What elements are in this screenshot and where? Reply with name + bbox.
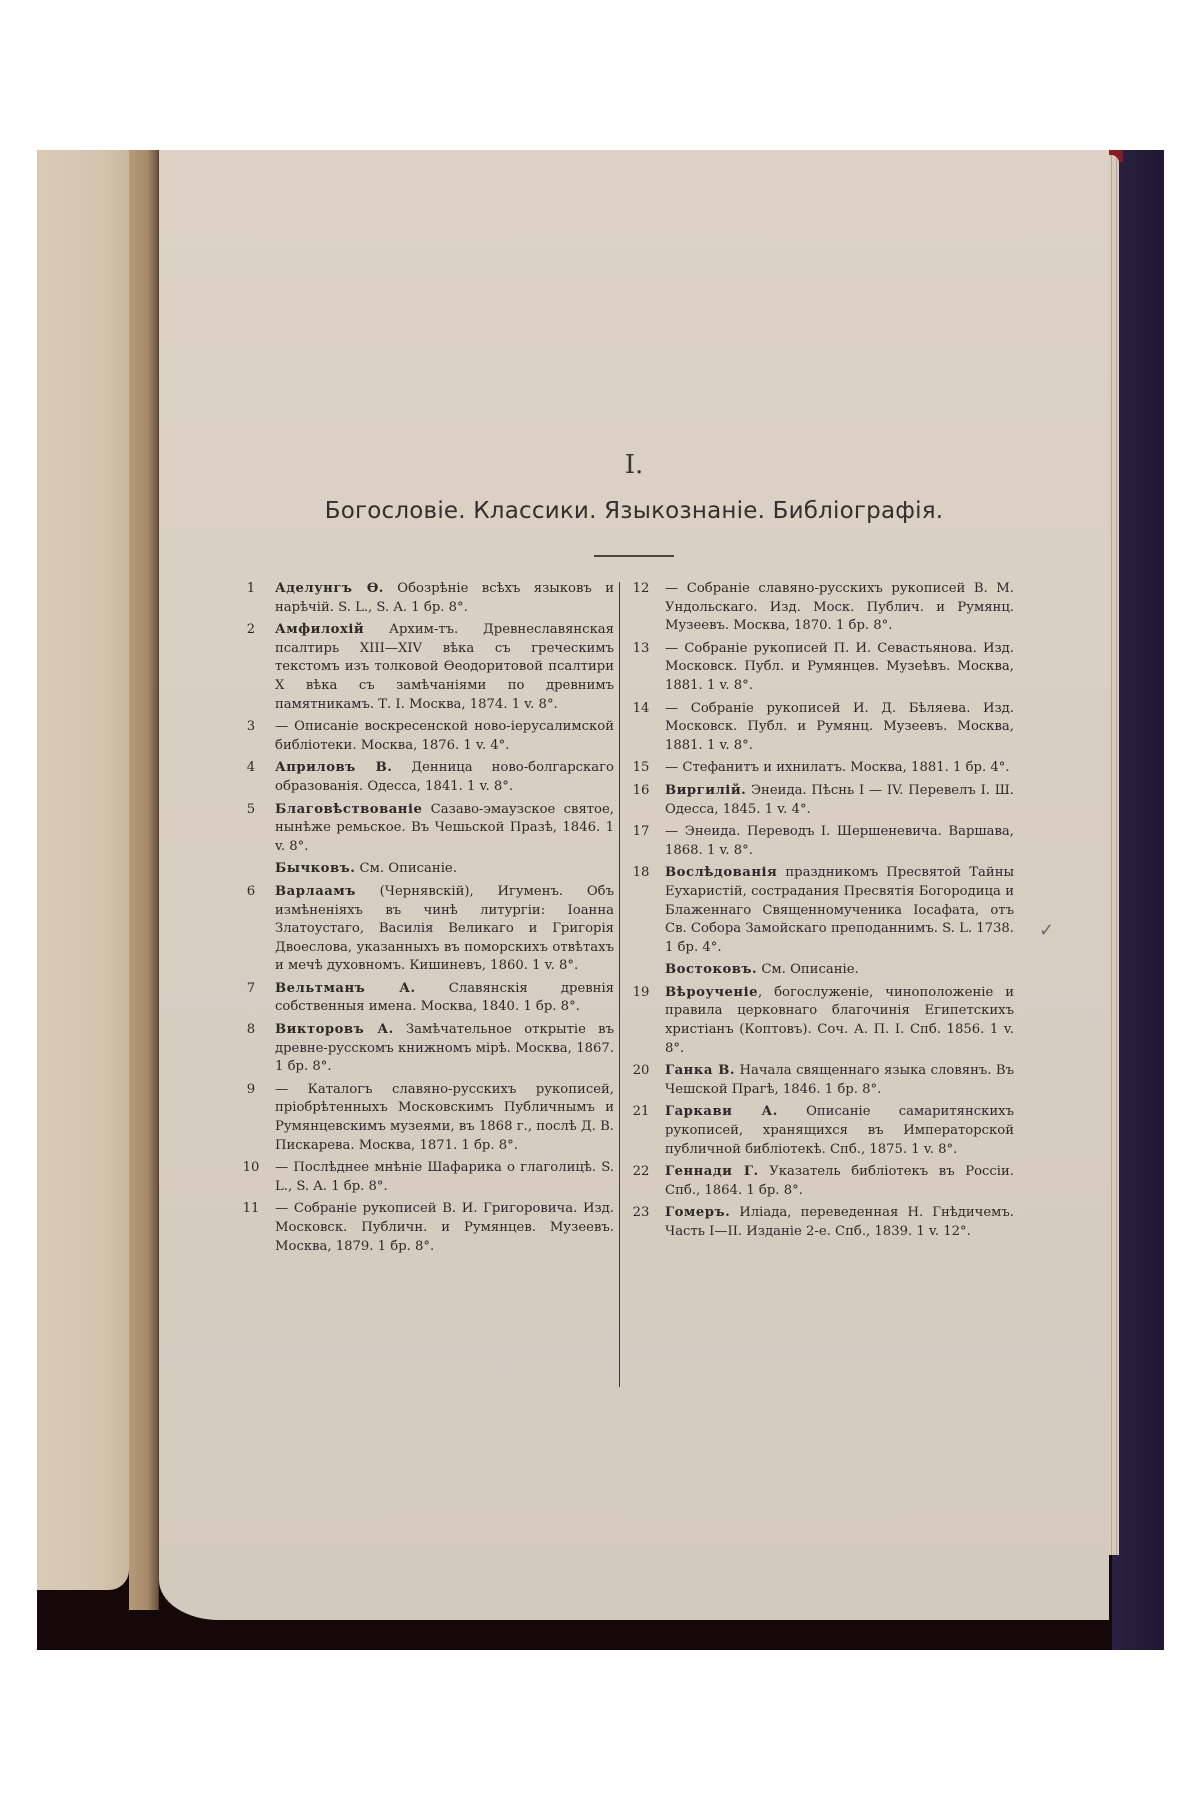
pencil-check-mark: ✓ <box>1039 920 1055 941</box>
entry-number: 17 <box>632 824 650 840</box>
entry-author: Благовѣствованіе <box>275 801 423 817</box>
entry-description: — Собраніе рукописей И. Д. Бѣляева. Изд. Московск. Публ. и Румянц. Музеевъ. Москва, 1881. 1 v. 8°. <box>665 700 1014 753</box>
right-column <box>629 580 1014 1246</box>
catalog-entry <box>239 759 614 796</box>
catalog-entry <box>239 1081 614 1155</box>
entry-number: 7 <box>246 980 256 996</box>
entry-number: 3 <box>246 719 256 735</box>
book-cover-cloth <box>1112 150 1164 1650</box>
catalog-entry <box>629 700 1014 756</box>
entry-number: 16 <box>632 782 650 798</box>
entry-author: Гомеръ. <box>665 1205 731 1221</box>
entry-number: 23 <box>632 1205 650 1221</box>
entry-description: Начала священнаго языка словянъ. Въ Чешской Прагѣ, 1846. 1 бр. 8°. <box>665 1063 1015 1097</box>
entry-description: — Послѣднее мнѣніе Шафарика о глаголицѣ. S. L., S. A. 1 бр. 8°. <box>275 1160 614 1194</box>
entry-number: 18 <box>632 865 650 881</box>
entry-number: 8 <box>246 1022 256 1038</box>
left-column <box>239 580 614 1260</box>
section-title: Богословіе. Классики. Языкознаніе. Библіографія. <box>324 498 944 524</box>
entry-author: Виргилій. <box>665 782 747 798</box>
catalog-entry <box>239 718 614 755</box>
entry-description: Обозрѣніе всѣхъ языковъ и нарѣчій. S. L., S. A. 1 бр. 8°. <box>275 581 614 615</box>
catalog-entry <box>239 1159 614 1196</box>
entry-description: — Каталогъ славяно-русскихъ рукописей, пріобрѣтенныхъ Московскимъ Публичнымъ и Румянцевскимъ музеями, въ 1868 г., послѣ Д. В. Пискарева. Москва, 1871. 1 бр. 8°. <box>275 1081 614 1153</box>
entry-number: 6 <box>246 883 256 899</box>
entry-description: — Стефанитъ и ихнилатъ. Москва, 1881. 1 бр. 4°. <box>665 760 1010 776</box>
entry-description: Денница ново-болгарскаго образованія. Одесса, 1841. 1 v. 8°. <box>275 760 614 794</box>
entry-description: — Собраніе рукописей В. И. Григоровича. Изд. Московск. Публичн. и Румянцев. Музеевъ. Москва, 1879. 1 бр. 8°. <box>275 1201 614 1254</box>
catalog-entry <box>239 1021 614 1077</box>
entry-author: Априловъ В. <box>275 760 393 776</box>
entry-author: Вослѣдованія <box>665 865 778 881</box>
entry-author: Геннади Г. <box>665 1164 759 1180</box>
entry-description: — Описаніе воскресенской ново-іерусалимской библіотеки. Москва, 1876. 1 v. 4°. <box>275 719 614 753</box>
entry-description: , богослуженіе, чиноположеніе и правила церковнаго благочинія Египетскихъ христіанъ (Коптовъ). Соч. А. П. I. Спб. 1856. 1 v. 8°. <box>665 984 1014 1056</box>
entry-author: Востоковъ. <box>665 962 758 978</box>
entry-author: Бычковъ. <box>275 861 356 877</box>
book-gutter <box>129 150 159 1610</box>
entry-description: См. Описаніе. <box>757 962 859 978</box>
section-number: I. <box>624 450 644 480</box>
entry-number: 13 <box>632 640 650 656</box>
entry-author: Вельтманъ А. <box>275 980 416 996</box>
catalog-entry <box>629 823 1014 860</box>
catalog-entry <box>239 860 614 879</box>
right-page <box>159 150 1109 1620</box>
entry-number: 21 <box>632 1104 650 1120</box>
catalog-entry <box>239 980 614 1017</box>
entry-number: 11 <box>242 1201 260 1217</box>
catalog-entry <box>629 984 1014 1058</box>
entry-number: 4 <box>246 760 256 776</box>
entry-description: Указатель библіотекъ въ Россіи. Спб., 1864. 1 бр. 8°. <box>665 1164 1015 1198</box>
entry-number: 10 <box>242 1160 260 1176</box>
entry-number: 12 <box>632 581 650 596</box>
entry-description: — Собраніе рукописей П. И. Севастьянова. Изд. Московск. Публ. и Румянцев. Музеѣвъ. Москва, 1881. 1 v. 8°. <box>665 640 1014 693</box>
entry-author: Амфилохій <box>275 622 365 638</box>
entry-description: Энеида. Пѣснь I — IV. Перевелъ I. Ш. Одесса, 1845. 1 v. 4°. <box>665 782 1014 817</box>
catalog-entry <box>239 1200 614 1256</box>
catalog-entry <box>629 1062 1014 1099</box>
entry-number: 2 <box>246 622 256 638</box>
entry-number: 5 <box>246 801 256 817</box>
entry-number: 1 <box>246 581 256 596</box>
page-content <box>159 150 1109 1620</box>
entry-description: Сазаво-эмаузское святое, нынѣже ремьское. Въ Чешьской Празѣ, 1846. 1 v. 8°. <box>275 801 614 854</box>
entry-description: Архим-тъ. Древнеславянская псалтирь XIII—XIV вѣка съ греческимъ текстомъ изъ толковой Ѳеодоритовой псалтири X вѣка съ замѣчаніями по древнимъ памятникамъ. Т. I. Москва, 1874. 1 v. 8°. <box>275 622 614 712</box>
catalog-entry <box>629 580 1014 636</box>
entry-description: Замѣчательное открытіе въ древне-русскомъ книжномъ мірѣ. Москва, 1867. 1 бр. 8°. <box>275 1022 614 1075</box>
catalog-entry <box>239 883 614 976</box>
catalog-entry <box>239 580 614 617</box>
catalog-entry <box>629 759 1014 778</box>
entry-number: 15 <box>632 760 650 776</box>
catalog-entry <box>239 621 614 714</box>
entry-author: Вѣроученіе <box>665 984 758 1000</box>
catalog-entry <box>239 801 614 857</box>
book-photo <box>37 150 1164 1650</box>
catalog-entry <box>629 961 1014 980</box>
catalog-entry <box>629 640 1014 696</box>
entry-author: Гаркави А. <box>665 1104 778 1120</box>
entry-number: 22 <box>632 1164 650 1180</box>
entry-description: — Энеида. Переводъ I. Шершеневича. Варшава, 1868. 1 v. 8°. <box>665 824 1014 858</box>
catalog-entry <box>629 864 1014 957</box>
entry-number: 19 <box>632 984 650 1000</box>
entry-description: Описаніе самаритянскихъ рукописей, хранящихся въ Императорской публичной библіотекѣ. Спб., 1875. 1 v. 8°. <box>665 1104 1014 1157</box>
catalog-entry <box>629 1163 1014 1200</box>
entry-description: Славянскія древнія собственныя имена. Москва, 1840. 1 бр. 8°. <box>275 980 614 1015</box>
entry-description: Иліада, переведенная Н. Гнѣдичемъ. Часть I—II. Изданіе 2-е. Спб., 1839. 1 v. 12°. <box>665 1205 1014 1239</box>
entry-description: — Собраніе славяно-русскихъ рукописей В. М. Ундольскаго. Изд. Моск. Публич. и Румянц. Музеевъ. Москва, 1870. 1 бр. 8°. <box>665 581 1014 634</box>
left-page <box>37 150 129 1590</box>
entry-description: См. Описаніе. <box>355 861 457 877</box>
catalog-entry <box>629 1103 1014 1159</box>
catalog-entry <box>629 782 1014 819</box>
title-rule <box>594 555 674 557</box>
entry-author: Викторовъ А. <box>275 1022 394 1038</box>
entry-number: 9 <box>246 1081 256 1097</box>
entry-number: 14 <box>632 700 650 716</box>
entry-number: 20 <box>632 1063 650 1079</box>
entry-description: праздникомъ Пресвятой Тайны Еухаристій, сострадания Пресвятія Богородица и Блаженнаго Священномученика Іосафата, отъ Св. Собора Замойскаго преподаннимъ. S. L. 1738. 1 бр. 4°. <box>665 865 1014 955</box>
column-divider <box>619 582 620 1387</box>
catalog-entry <box>629 1204 1014 1241</box>
entry-author: Варлаамъ <box>275 883 356 899</box>
entry-author: Ганка В. <box>665 1063 735 1079</box>
entry-author: Аделунгъ Ѳ. <box>275 581 384 596</box>
entry-description: (Чернявскій), Игуменъ. Объ измѣненіяхъ въ чинѣ литургіи: Іоанна Златоустаго, Василія Великаго и Григорія Двоеслова, указанныхъ въ поморскихъ отвѣтахъ и мечѣ духовномъ. Кишиневъ, 1860. 1 v. 8°. <box>275 883 614 974</box>
